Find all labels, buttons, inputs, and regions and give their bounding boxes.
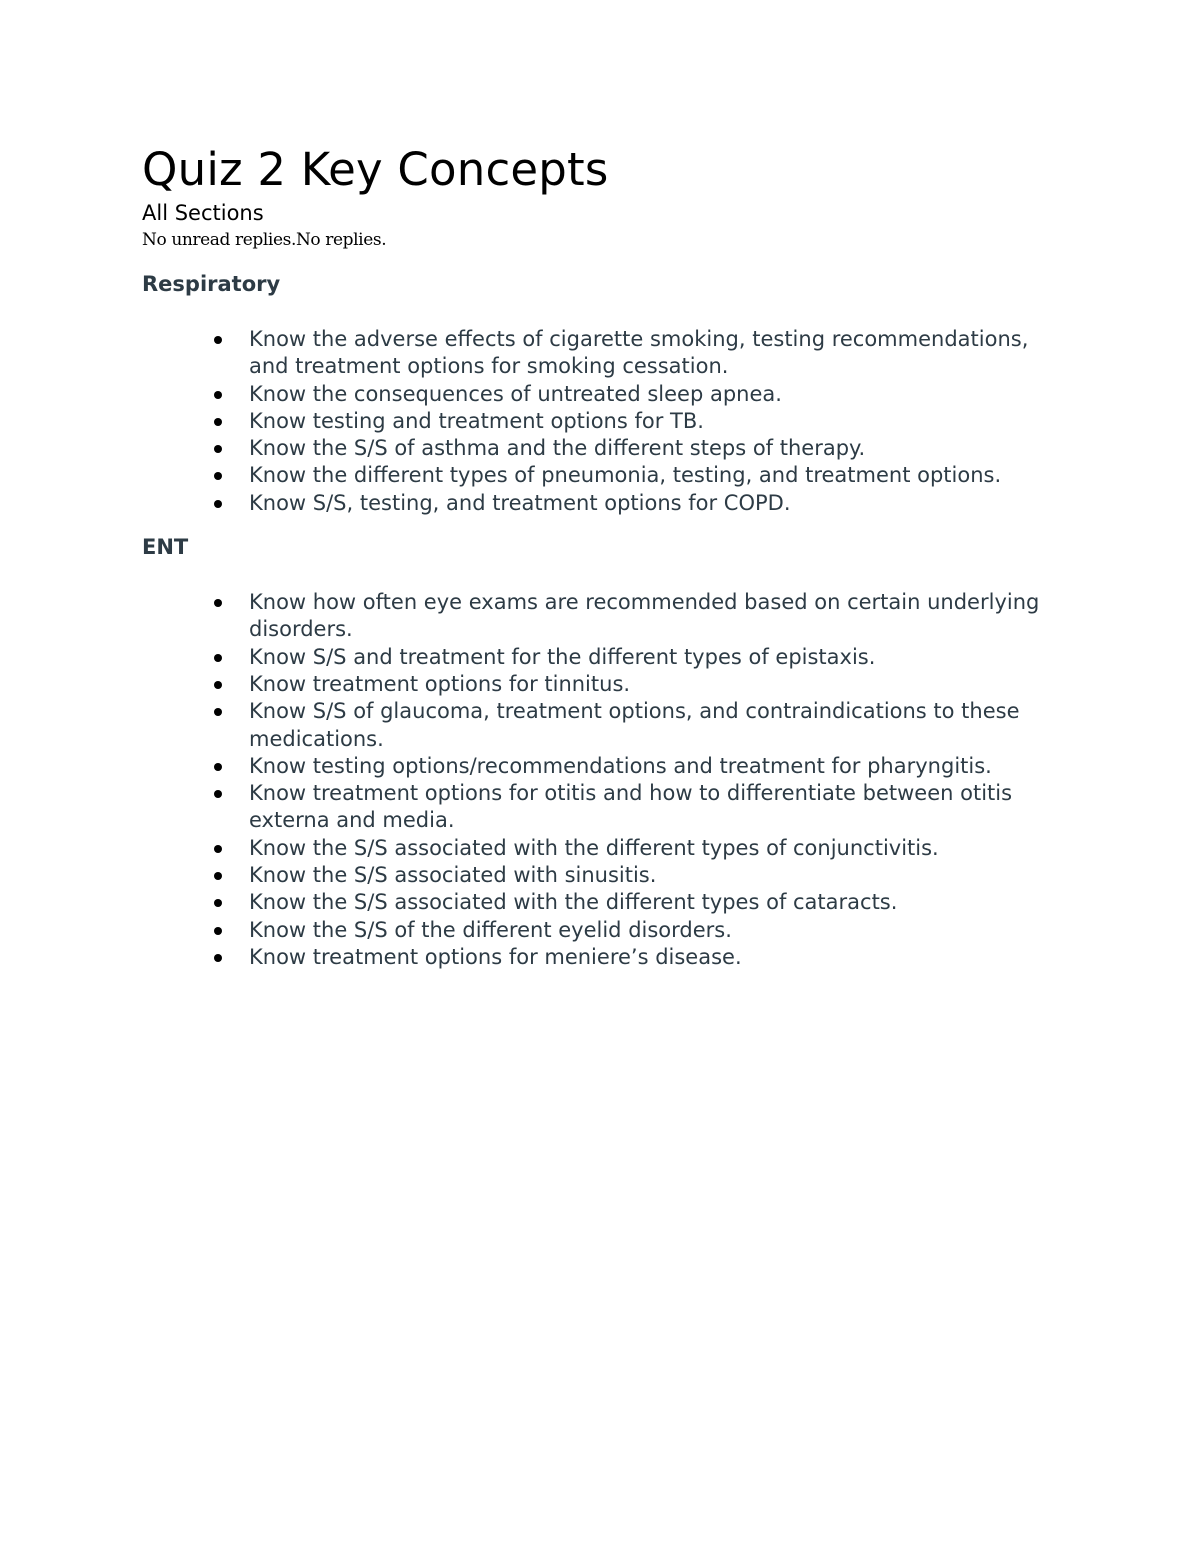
bullet-icon <box>214 899 222 907</box>
list-item <box>142 835 1052 862</box>
list-item <box>142 326 1052 381</box>
bullet-icon <box>214 472 222 480</box>
list-item-text: Know testing and treatment options for TB. <box>249 408 704 433</box>
replies-status: No unread replies.No replies. <box>142 230 387 250</box>
list-item <box>142 671 1052 698</box>
list-item-text: Know the different types of pneumonia, testing, and treatment options. <box>249 463 1002 488</box>
page-subtitle: All Sections <box>142 201 264 225</box>
respiratory-list <box>142 326 1052 517</box>
document-page <box>142 140 1052 971</box>
bullet-icon <box>214 927 222 935</box>
bullet-icon <box>214 391 222 399</box>
section-heading-ent: ENT <box>142 535 189 560</box>
list-item <box>142 381 1052 408</box>
bullet-icon <box>214 790 222 798</box>
list-item <box>142 862 1052 889</box>
list-item-text: Know the S/S associated with the different types of conjunctivitis. <box>249 835 939 860</box>
list-item <box>142 589 1052 644</box>
list-item-text: Know S/S and treatment for the different types of epistaxis. <box>249 644 876 669</box>
list-item <box>142 490 1052 517</box>
bullet-icon <box>214 763 222 771</box>
list-item-text: Know S/S, testing, and treatment options for COPD. <box>249 490 791 515</box>
list-item-text: Know testing options/recommendations and treatment for pharyngitis. <box>249 753 992 778</box>
bullet-icon <box>214 708 222 716</box>
list-item-text: Know treatment options for tinnitus. <box>249 671 631 696</box>
list-item <box>142 889 1052 916</box>
bullet-icon <box>214 418 222 426</box>
list-item-text: Know S/S of glaucoma, treatment options, and contraindications to these medications. <box>249 699 1020 751</box>
bullet-icon <box>214 872 222 880</box>
list-item <box>142 780 1052 835</box>
bullet-icon <box>214 845 222 853</box>
list-item-text: Know the S/S associated with the different types of cataracts. <box>249 890 898 915</box>
list-item <box>142 435 1052 462</box>
list-item <box>142 462 1052 489</box>
list-item-text: Know how often eye exams are recommended based on certain underlying disorders. <box>249 590 1040 642</box>
list-item-text: Know the S/S associated with sinusitis. <box>249 863 657 888</box>
list-item <box>142 408 1052 435</box>
bullet-icon <box>214 445 222 453</box>
list-item-text: Know treatment options for meniere’s disease. <box>249 944 742 969</box>
bullet-icon <box>214 336 222 344</box>
list-item-text: Know the adverse effects of cigarette smoking, testing recommendations, and treatment options for smoking cessation. <box>249 327 1029 379</box>
bullet-icon <box>214 681 222 689</box>
page-title: Quiz 2 Key Concepts <box>142 143 609 196</box>
list-item <box>142 698 1052 753</box>
bullet-icon <box>214 654 222 662</box>
list-item <box>142 753 1052 780</box>
bullet-icon <box>214 599 222 607</box>
list-item <box>142 944 1052 971</box>
list-item-text: Know the S/S of the different eyelid disorders. <box>249 917 732 942</box>
section-heading-respiratory: Respiratory <box>142 272 281 296</box>
list-item-text: Know the consequences of untreated sleep apnea. <box>249 381 782 406</box>
ent-list <box>142 589 1052 971</box>
bullet-icon <box>214 954 222 962</box>
bullet-icon <box>214 500 222 508</box>
list-item-text: Know treatment options for otitis and how to differentiate between otitis externa and media. <box>249 781 1013 833</box>
list-item <box>142 917 1052 944</box>
list-item-text: Know the S/S of asthma and the different steps of therapy. <box>249 436 866 461</box>
list-item <box>142 644 1052 671</box>
